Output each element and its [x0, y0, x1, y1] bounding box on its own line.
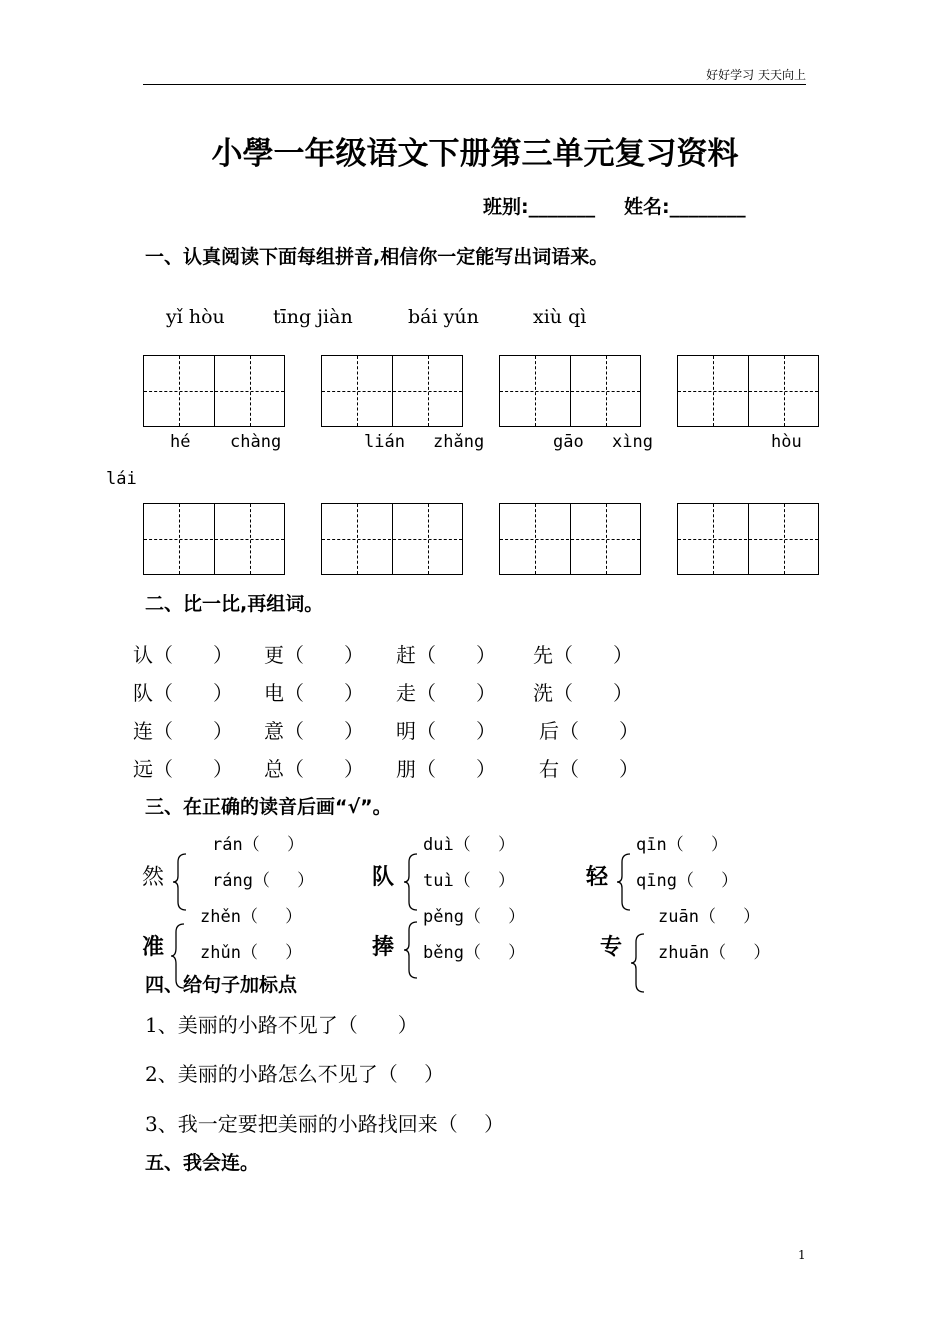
brace-icon: [616, 852, 632, 912]
punctuation-sentence: 1、美丽的小路不见了（ ）: [145, 1013, 418, 1037]
pinyin-5a: hé: [170, 432, 191, 452]
section2-heading: 二、比一比,再组词。: [145, 593, 324, 615]
pron-option: qīng（ ）: [636, 871, 739, 891]
pinyin-7b: xìng: [612, 432, 653, 452]
pinyin-3: bái yún: [408, 306, 479, 328]
pinyin-7a: gāo: [553, 432, 584, 452]
pron-option: pěng（ ）: [423, 907, 526, 927]
writing-grid[interactable]: [321, 503, 463, 575]
pron-char: 然: [142, 865, 165, 890]
pron-option: zhuān（ ）: [658, 943, 771, 963]
pinyin-8b: lái: [106, 469, 137, 489]
writing-grid[interactable]: [499, 503, 641, 575]
compare-item: 先（ ）: [533, 643, 633, 667]
pinyin-2: tīng jiàn: [273, 306, 353, 328]
writing-grid[interactable]: [499, 355, 641, 427]
punctuation-sentence: 2、美丽的小路怎么不见了（ ）: [145, 1062, 445, 1086]
pinyin-5b: chàng: [230, 432, 282, 452]
pron-option: qīn（ ）: [636, 835, 728, 855]
writing-grid[interactable]: [143, 503, 285, 575]
class-field: 班别:_______: [483, 196, 596, 218]
pron-option: zhěn（ ）: [200, 907, 303, 927]
writing-grid[interactable]: [321, 355, 463, 427]
brace-icon: [172, 852, 188, 912]
compare-item: 更（ ）: [264, 643, 364, 667]
compare-item: 意（ ）: [264, 719, 364, 743]
writing-grid[interactable]: [677, 503, 819, 575]
compare-item: 队（ ）: [133, 681, 233, 705]
header-slogan: 好好学习 天天向上: [706, 68, 806, 82]
pron-option: zhǔn（ ）: [200, 943, 303, 963]
compare-item: 洗（ ）: [533, 681, 633, 705]
compare-item: 总（ ）: [264, 757, 364, 781]
pinyin-4: xiù qì: [533, 306, 587, 328]
pron-char: 捧: [372, 935, 395, 960]
pron-option: duì（ ）: [423, 835, 515, 855]
pron-option: tuì（ ）: [423, 871, 515, 891]
pinyin-1: yǐ hòu: [166, 306, 225, 328]
pron-option: běng（ ）: [423, 943, 526, 963]
writing-grid[interactable]: [677, 355, 819, 427]
compare-item: 明（ ）: [396, 719, 496, 743]
pron-option: ráng（ ）: [212, 871, 315, 891]
brace-icon: [630, 932, 646, 994]
writing-grid[interactable]: [143, 355, 285, 427]
brace-icon: [403, 852, 419, 912]
name-field: 姓名:________: [624, 196, 746, 218]
section5-heading: 五、我会连。: [145, 1152, 260, 1174]
compare-item: 认（ ）: [133, 643, 233, 667]
compare-item: 后（ ）: [539, 719, 639, 743]
compare-item: 赶（ ）: [396, 643, 496, 667]
punctuation-sentence: 3、我一定要把美丽的小路找回来（ ）: [145, 1112, 505, 1136]
compare-item: 连（ ）: [133, 719, 233, 743]
pron-char: 专: [600, 935, 623, 960]
page-title: 小學一年级语文下册第三单元复习资料: [211, 136, 739, 172]
pron-option: rán（ ）: [212, 835, 304, 855]
pinyin-8a: hòu: [771, 432, 802, 452]
pron-option: zuān（ ）: [658, 907, 761, 927]
section3-heading: 三、在正确的读音后画“√”。: [145, 796, 392, 818]
compare-item: 朋（ ）: [396, 757, 496, 781]
brace-icon: [403, 920, 419, 980]
section1-heading: 一、认真阅读下面每组拼音,相信你一定能写出词语来。: [145, 246, 609, 268]
compare-item: 走（ ）: [396, 681, 496, 705]
header-divider: [143, 84, 806, 85]
pinyin-6a: lián: [364, 432, 405, 452]
section4-heading: 四、给句子加标点: [145, 974, 298, 996]
pron-char: 队: [372, 865, 395, 890]
pinyin-6b: zhǎng: [433, 432, 485, 452]
compare-item: 右（ ）: [539, 757, 639, 781]
page-number: 1: [798, 1248, 806, 1262]
compare-item: 电（ ）: [264, 681, 364, 705]
pron-char: 准: [142, 935, 165, 960]
compare-item: 远（ ）: [133, 757, 233, 781]
pron-char: 轻: [586, 865, 609, 890]
